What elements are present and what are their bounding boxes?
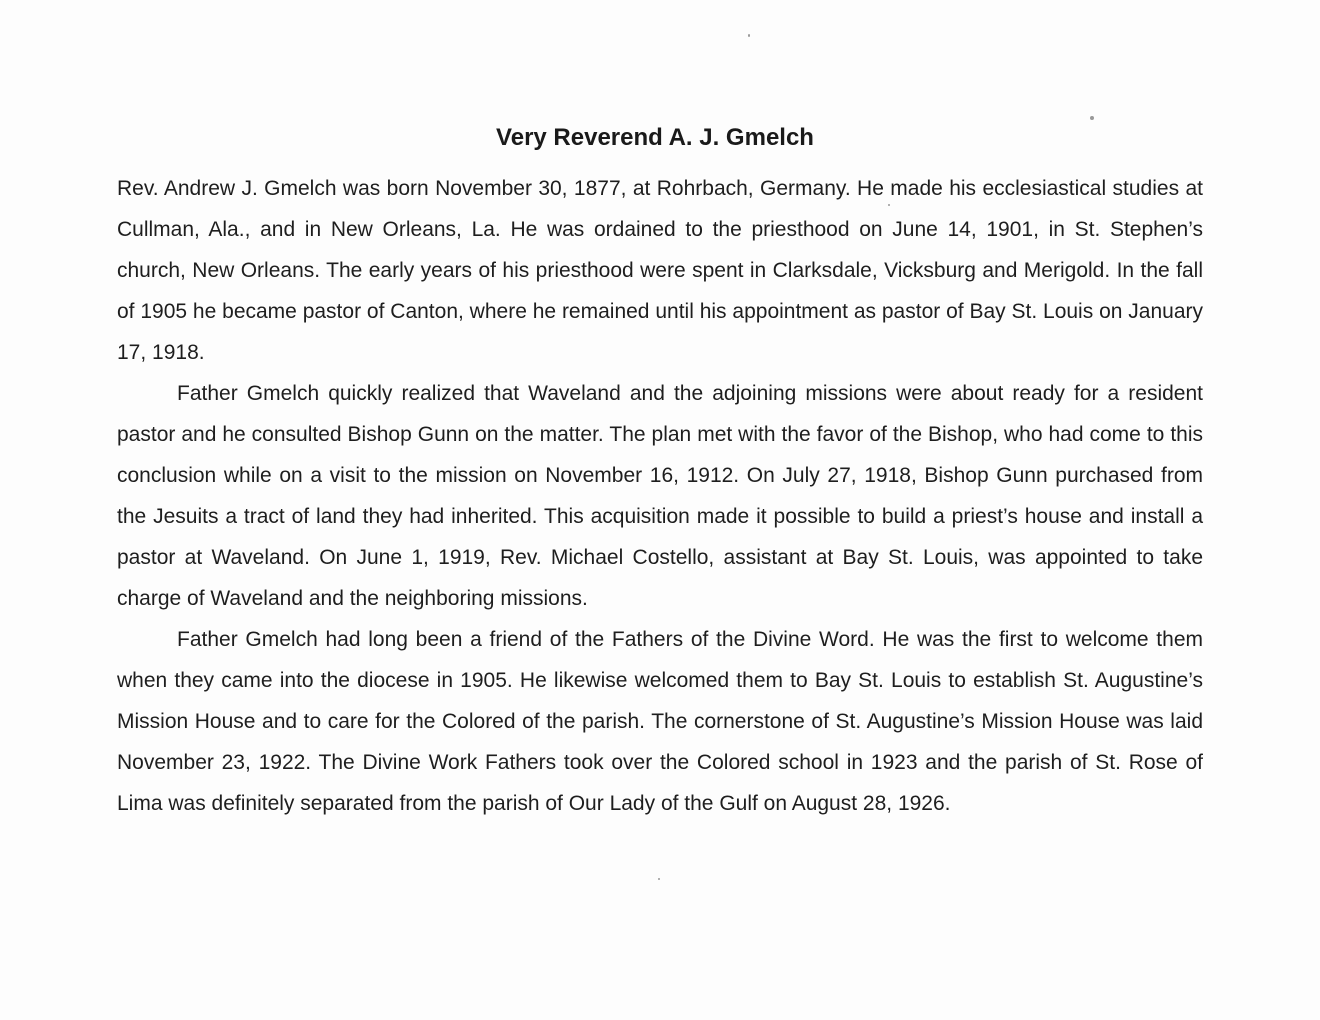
scan-speck xyxy=(748,34,750,37)
paragraph-2: Father Gmelch quickly realized that Waveland and the adjoining missions were about ready for a resident pastor and he consulted Bishop Gunn on the matter. The plan met with the favor of the Bishop, who had come to this conclusion while on a visit to the mission on November 16, 1912. On July 27, 1918, Bishop Gunn purchased from the Jesuits a tract of land they had inherited. This acquisition made it possible to build a priest’s house and install a pastor at Waveland. On June 1, 1919, Rev. Michael Costello, assistant at Bay St. Louis, was appointed to take charge of Waveland and the neighboring missions. xyxy=(117,382,1203,610)
scan-speck xyxy=(1090,116,1094,120)
document-title: Very Reverend A. J. Gmelch xyxy=(496,124,814,151)
scan-speck xyxy=(888,204,890,206)
paragraph-1: Rev. Andrew J. Gmelch was born November 30, 1877, at Rohrbach, Germany. He made his ecclesiastical studies at Cullman, Ala., and in New Orleans, La. He was ordained to the priesthood on June 14, 1901, in St. Stephen’s church, New Orleans. The early years of his priesthood were spent in Clarksdale, Vicksburg and Merigold. In the fall of 1905 he became pastor of Canton, where he remained until his appointment as pastor of Bay St. Louis on January 17, 1918. xyxy=(117,177,1203,364)
scan-speck xyxy=(658,878,660,880)
document-body xyxy=(117,168,1203,824)
paragraph-3: Father Gmelch had long been a friend of the Fathers of the Divine Word. He was the first to welcome them when they came into the diocese in 1905. He likewise welcomed them to Bay St. Louis to establish St. Augustine’s Mission House and to care for the Colored of the parish. The cornerstone of St. Augustine’s Mission House was laid November 23, 1922. The Divine Work Fathers took over the Colored school in 1923 and the parish of St. Rose of Lima was definitely separated from the parish of Our Lady of the Gulf on August 28, 1926. xyxy=(117,628,1203,815)
